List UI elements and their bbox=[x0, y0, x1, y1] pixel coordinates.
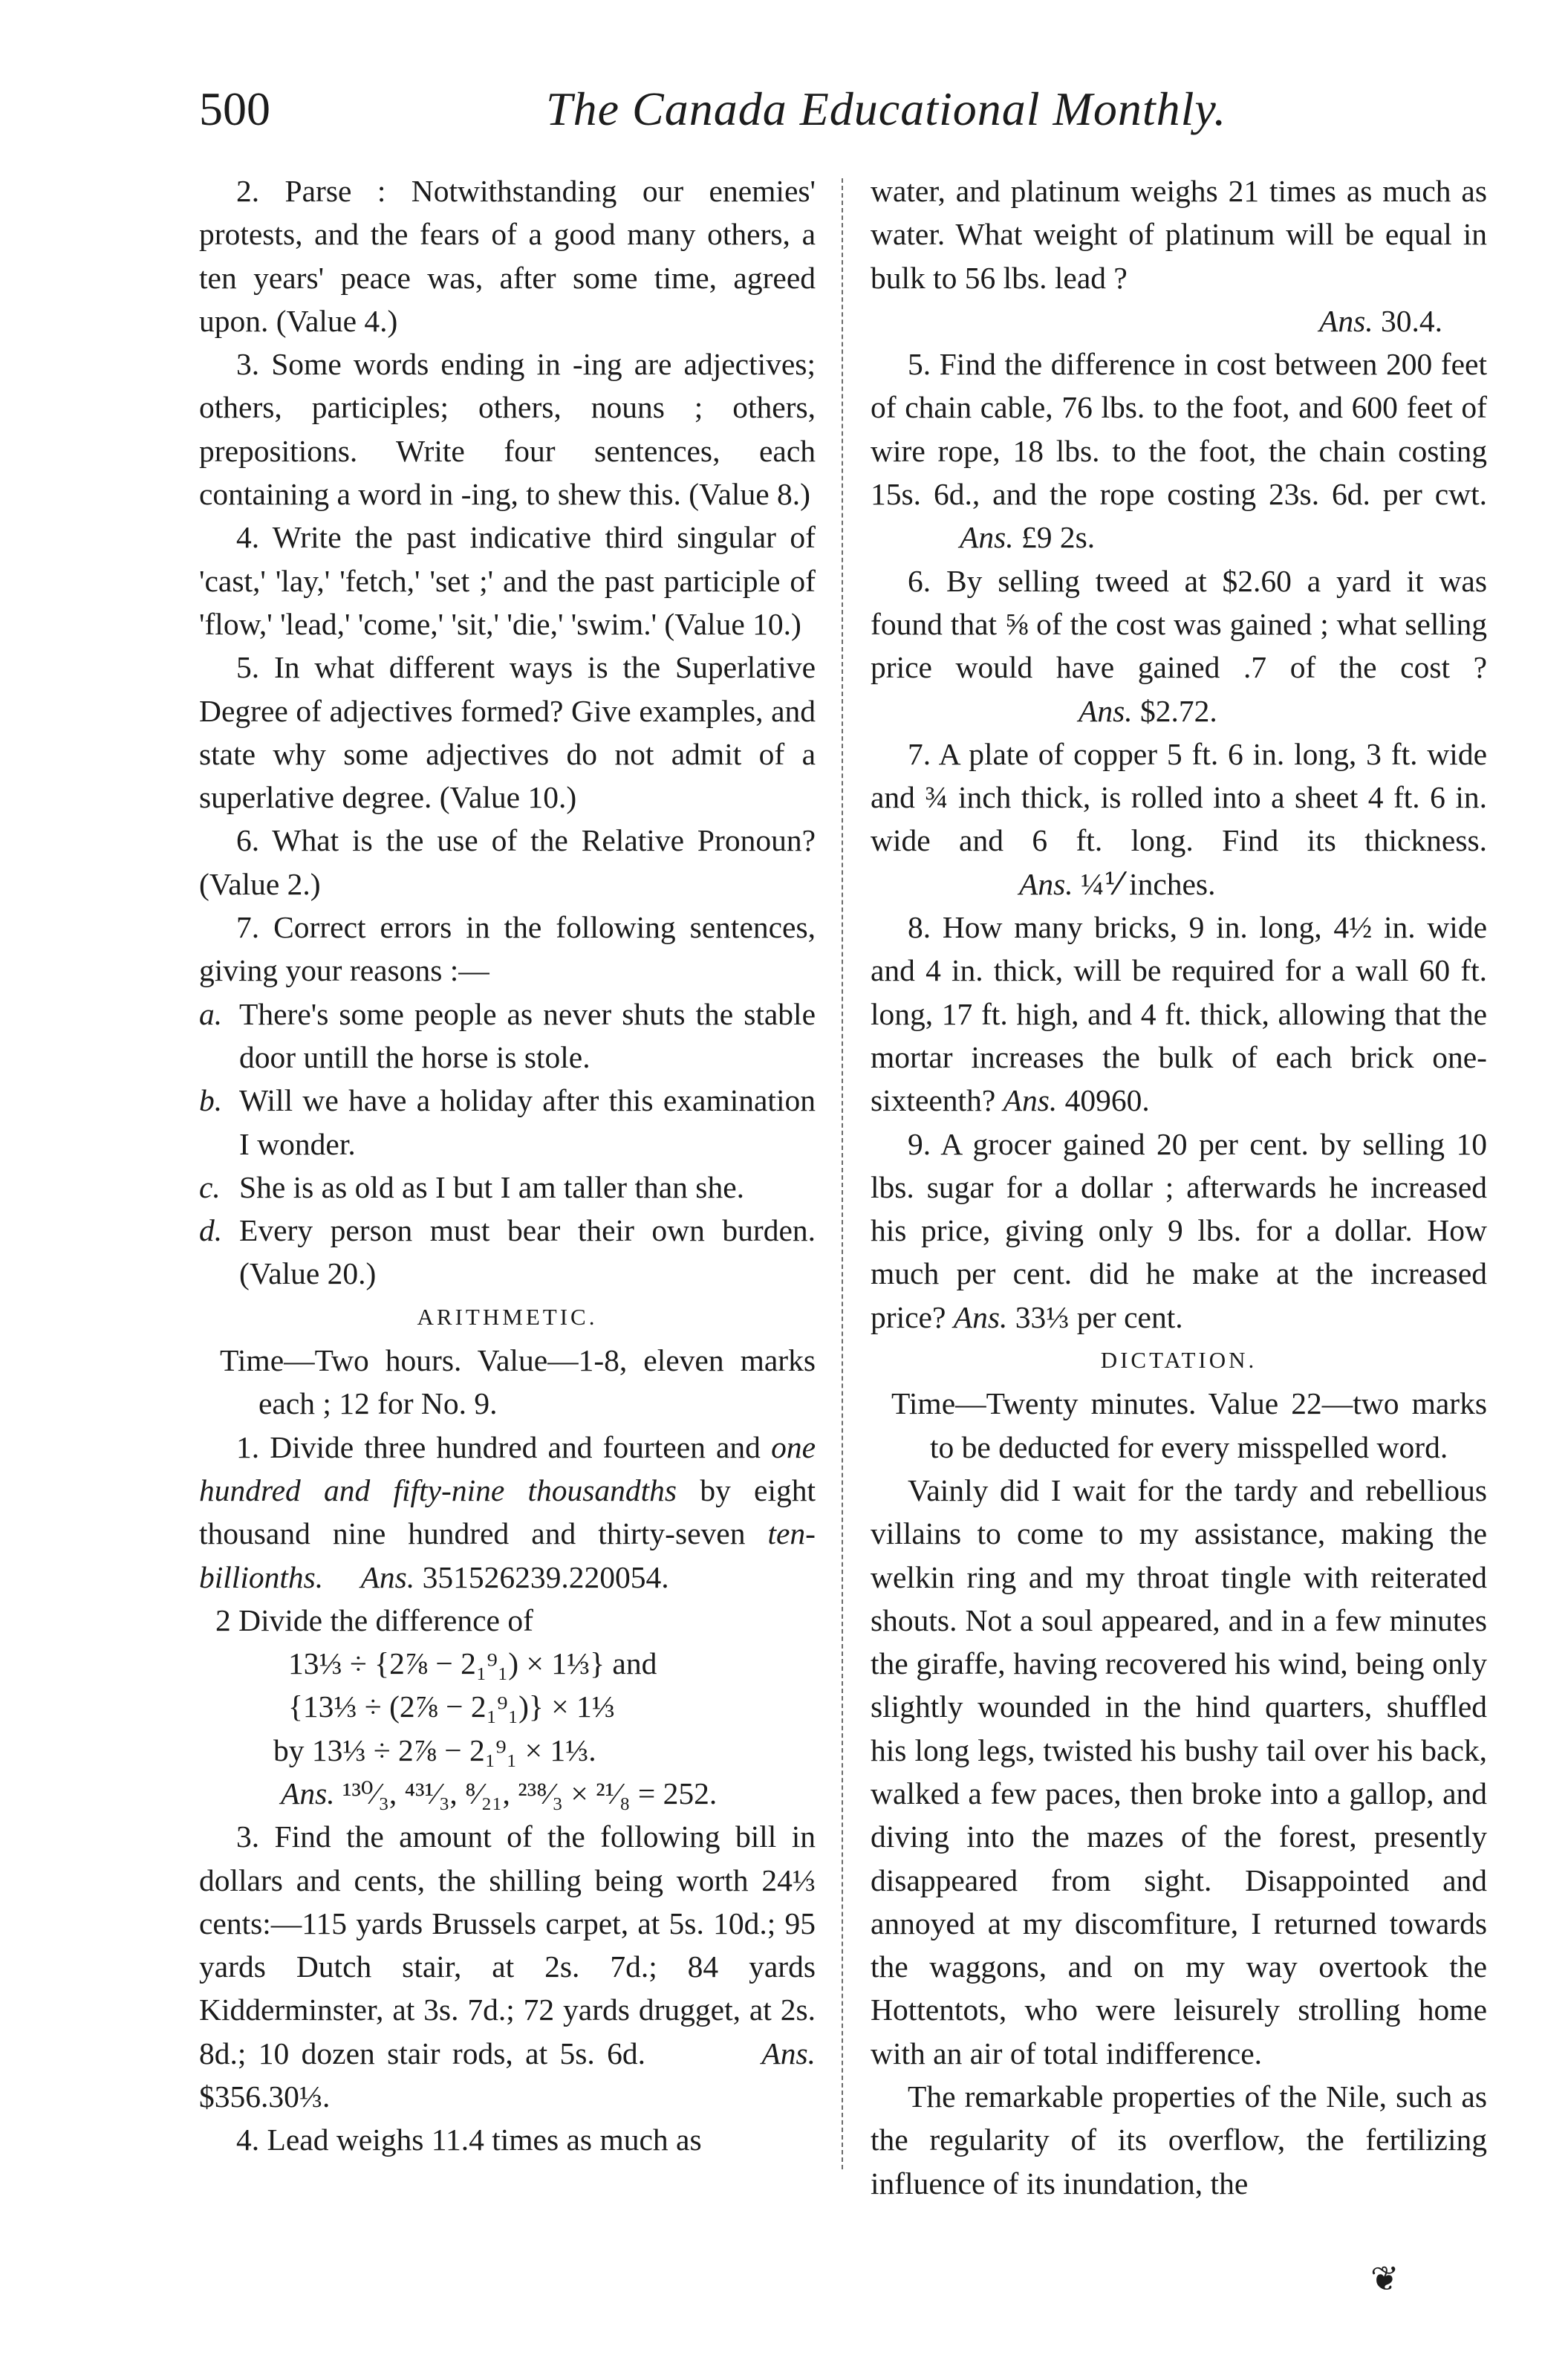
math-expression-3: by 13⅓ ÷ 2⅞ − 2₁⁹₁ × 1⅓. bbox=[273, 1732, 596, 1767]
column-divider bbox=[842, 178, 843, 2169]
question-7c bbox=[199, 1166, 816, 1209]
arith-question-8 bbox=[871, 906, 1487, 1122]
sub-marker: b. bbox=[199, 1083, 223, 1118]
answer-value: £9 2s. bbox=[1021, 520, 1096, 555]
question-7a bbox=[199, 993, 816, 1079]
sub-marker: a. bbox=[199, 996, 223, 1031]
answer-label: Ans. bbox=[281, 1776, 335, 1810]
arith-q3-text: 3. Find the amount of the following bill in dollars and cents, the shilling being worth 24⅓ cents:—115 yards Brussels carpet, at 5s. 10d.; 95 yards Dutch stair, at 2s. 7d.; 84 yards Kidderminster, at 3s. 7d.; 72 yards drugget, at 2s. 8d.; 10 dozen stair rods, at 5s. 6d. bbox=[199, 1819, 816, 2070]
dictation-meta: Time—Twenty minutes. Value 22—two marks to be deducted for every misspelled word. bbox=[891, 1386, 1487, 1464]
question-3: 3. Some words ending in -ing are adjectives; others, participles; others, nouns ; others, prepositions. Write four sentences, each containing a word in -ing, to shew this. (Value 8.) bbox=[199, 347, 816, 512]
arith-q9-text: 9. A grocer gained 20 per cent. by selling 10 lbs. sugar for a dollar ; afterwards he increased his price, giving only 9 lbs. for a dollar. How much per cent. did he make at the increased price? bbox=[871, 1126, 1487, 1334]
question-4: 4. Write the past indicative third singular of 'cast,' 'lay,' 'fetch,' 'set ;' and the past participle of 'flow,' 'lead,' 'come,' 'sit,' 'die,' 'swim.' (Value 10.) bbox=[199, 520, 816, 641]
math-expression-2: {13⅓ ÷ (2⅞ − 2₁⁹₁)} × 1⅓ bbox=[288, 1689, 615, 1724]
arith-question-3 bbox=[199, 1815, 816, 2118]
arith-question-4: 4. Lead weighs 11.4 times as much as bbox=[236, 2122, 702, 2157]
arith-q1-italic: one hundred and fifty-nine thousandths bbox=[199, 1429, 816, 1507]
answer-label: Ans. bbox=[953, 1299, 1008, 1334]
answer-value: ¼⅟ inches. bbox=[1081, 866, 1216, 901]
question-5: 5. In what different ways is the Superlative Degree of adjectives formed? Give examples, and state why some adjectives do not admit of a superlative degree. (Value 10.) bbox=[199, 650, 816, 815]
arith-question-9 bbox=[871, 1123, 1487, 1339]
arithmetic-meta: Time—Two hours. Value—1-8, eleven marks each ; 12 for No. 9. bbox=[220, 1343, 816, 1421]
question-7d bbox=[199, 1209, 816, 1296]
dictation-paragraph-1: Vainly did I wait for the tardy and rebellious villains to come to my assistance, making the welkin ring and my throat tingle with reiterated shouts. Not a soul appeared, and in a few minutes the giraffe, having recovered his wind, being only slightly wounded in the hind quarters, shuffled his long legs, twisted his bushy tail over his back, walked a few paces, then broke into a gallop, and diving into the mazes of the forest, presently disappeared from sight. Disappointed and annoyed at my discomfiture, I returned towards the waggons, and on my way overtook the Hottentots, who were leisurely strolling home with an air of total indifference. bbox=[871, 1472, 1487, 2070]
arith-question-6 bbox=[871, 559, 1487, 733]
answer-value: 40960. bbox=[1064, 1083, 1150, 1118]
arith-question-4-cont bbox=[871, 169, 1487, 299]
page-number: 500 bbox=[199, 82, 270, 135]
answer-value: 30.4. bbox=[1381, 303, 1442, 338]
arith-question-2: 2 Divide the difference of bbox=[215, 1602, 533, 1637]
arith-q2-answer bbox=[199, 1772, 816, 1815]
sub-text: She is as old as I but I am taller than she. bbox=[239, 1169, 744, 1204]
sub-text: Every person must bear their own burden. (Value 20.) bbox=[239, 1213, 816, 1291]
answer-label: Ans. bbox=[1319, 303, 1373, 338]
arith-q6-text: 6. By selling tweed at $2.60 a yard it was found that ⅝ of the cost was gained ; what selling price would have gained .7 of the cost ? bbox=[871, 563, 1487, 685]
question-7: 7. Correct errors in the following sentences, giving your reasons :— bbox=[199, 910, 816, 988]
question-6: 6. What is the use of the Relative Pronoun? (Value 2.) bbox=[199, 823, 816, 901]
answer-label: Ans. bbox=[1019, 866, 1073, 901]
answer-value: $356.30⅓. bbox=[199, 2079, 331, 2114]
answer-label: Ans. bbox=[761, 2036, 816, 2070]
right-column bbox=[871, 169, 1487, 2205]
running-title: The Canada Educational Monthly. bbox=[546, 82, 1227, 135]
answer-value: $2.72. bbox=[1140, 693, 1217, 728]
arith-question-5 bbox=[871, 342, 1487, 559]
answer-label: Ans. bbox=[1079, 693, 1133, 728]
arith-q1-mid: by eight thousand nine hundred and thirty-seven bbox=[199, 1472, 816, 1551]
sub-text: There's some people as never shuts the stable door untill the horse is stole. bbox=[239, 996, 816, 1074]
sub-marker: c. bbox=[199, 1169, 221, 1204]
answer-value: 351526239.220054. bbox=[422, 1559, 669, 1594]
arith-q4-answer bbox=[871, 299, 1487, 342]
arith-q4-text: water, and platinum weighs 21 times as much as water. What weight of platinum will be equal in bulk to 56 lbs. lead ? bbox=[871, 174, 1487, 295]
question-2: 2. Parse : Notwithstanding our enemies' protests, and the fears of a good many others, a ten years' peace was, after some time, agreed upon. (Value 4.) bbox=[199, 174, 816, 338]
question-7b bbox=[199, 1079, 816, 1166]
arithmetic-heading: ARITHMETIC. bbox=[417, 1303, 598, 1330]
answer-label: Ans. bbox=[360, 1559, 415, 1594]
arith-q8-text: 8. How many bricks, 9 in. long, 4½ in. wide and 4 in. thick, will be required for a wall 60 ft. long, 17 ft. high, and 4 ft. thick, allowing that the mortar increases the bulk of each brick one-sixteenth? bbox=[871, 910, 1487, 1118]
left-column bbox=[199, 169, 816, 2162]
answer-label: Ans. bbox=[1003, 1083, 1058, 1118]
answer-value: ¹³⁰⁄₃, ⁴³¹⁄₃, ⁸⁄₂₁, ²³⁸⁄₃ × ²¹⁄₈ = 252. bbox=[342, 1776, 718, 1810]
sub-marker: d. bbox=[199, 1213, 223, 1248]
printer-ornament-icon: ❦ bbox=[1370, 2260, 1399, 2298]
answer-label: Ans. bbox=[960, 520, 1014, 555]
arith-q1-start: 1. Divide three hundred and fourteen and bbox=[236, 1429, 761, 1464]
arith-question-1 bbox=[199, 1426, 816, 1599]
answer-value: 33⅓ per cent. bbox=[1015, 1299, 1183, 1334]
dictation-heading: DICTATION. bbox=[1100, 1347, 1258, 1374]
sub-text: Will we have a holiday after this examination I wonder. bbox=[239, 1083, 816, 1161]
arith-q5-text: 5. Find the difference in cost between 200 feet of chain cable, 76 lbs. to the foot, and 600 feet of wire rope, 18 lbs. to the foot, the chain costing 15s. 6d., and the rope costing 23s. 6d. per cwt. bbox=[871, 347, 1487, 512]
arith-q7-text: 7. A plate of copper 5 ft. 6 in. long, 3 ft. wide and ¾ inch thick, is rolled into a sheet 4 ft. 6 in. wide and 6 ft. long. Find its thickness. bbox=[871, 736, 1487, 858]
dictation-paragraph-2: The remarkable properties of the Nile, such as the regularity of its overflow, the fertilizing influence of its inundation, the bbox=[871, 2079, 1487, 2201]
arith-q1-italic2: ten-billionths. bbox=[199, 1516, 816, 1594]
arith-question-7 bbox=[871, 733, 1487, 906]
math-expression-1: 13⅓ ÷ {2⅞ − 2₁⁹₁) × 1⅓} and bbox=[288, 1646, 657, 1681]
